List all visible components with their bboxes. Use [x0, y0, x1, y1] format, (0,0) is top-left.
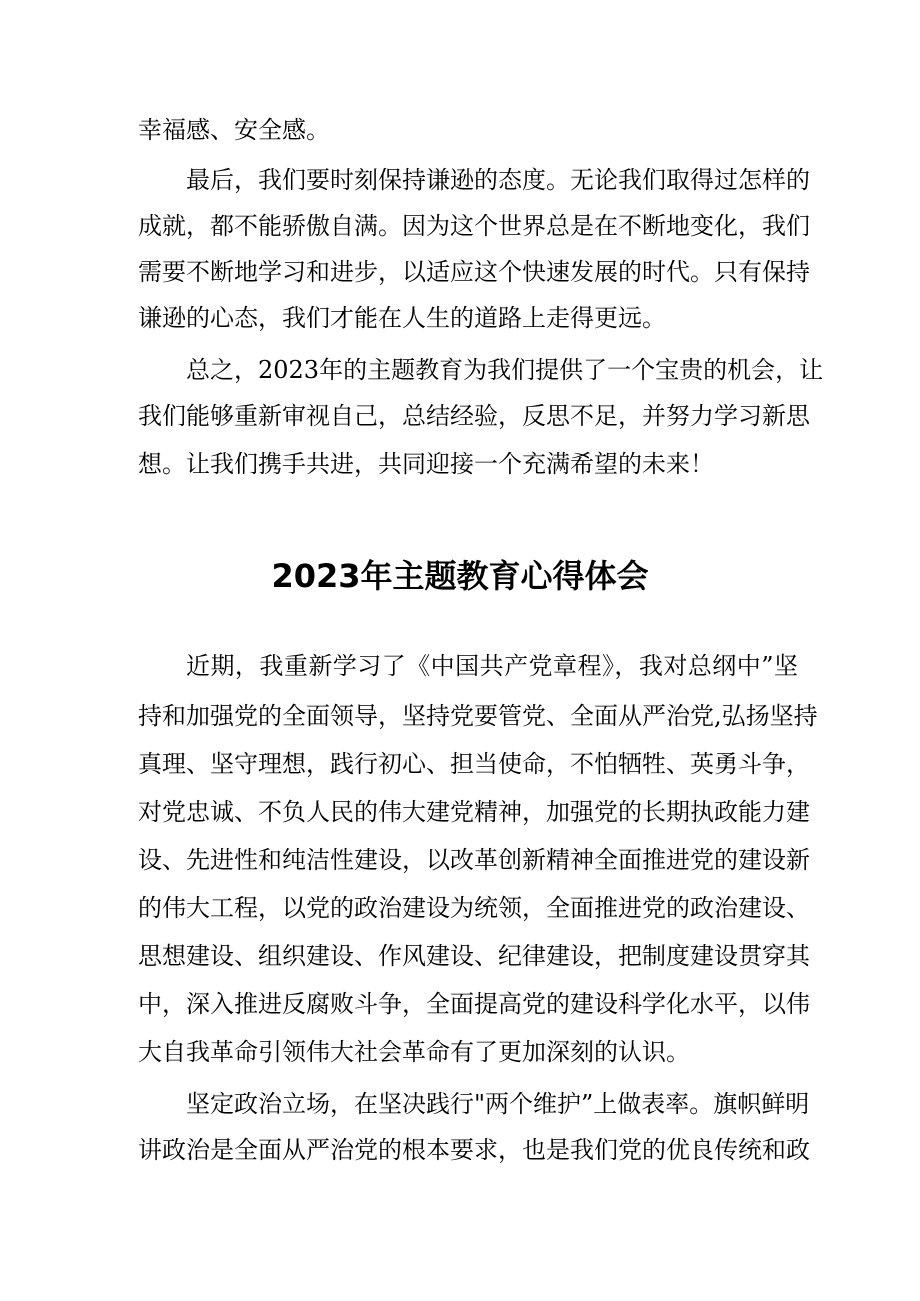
paragraph-line: 设、先进性和纯洁性建设，以改革创新精神全面推进党的建设新 — [138, 846, 810, 874]
page-title: 2023年主题教育心得体会 — [271, 557, 649, 595]
paragraph-line: 中，深入推进反腐败斗争，全面提高党的建设科学化水平，以伟 — [138, 990, 810, 1018]
paragraph-line: 真理、坚守理想，践行初心、担当使命，不怕牺牲、英勇斗争， — [138, 750, 810, 778]
paragraph-line: 对党忠诚、不负人民的伟大建党精神，加强党的长期执政能力建 — [138, 798, 810, 826]
paragraph-line: 我们能够重新审视自己，总结经验，反思不足，并努力学习新思 — [138, 402, 810, 430]
paragraph-line: 的伟大工程，以党的政治建设为统领，全面推进党的政治建设、 — [138, 894, 810, 922]
paragraph-line: 持和加强党的全面领导，坚持党要管党、全面从严治党,弘扬坚持 — [138, 702, 818, 730]
paragraph-line: 思想建设、组织建设、作风建设、纪律建设，把制度建设贯穿其 — [138, 942, 810, 970]
paragraph-line: 大自我革命引领伟大社会革命有了更加深刻的认识。 — [138, 1038, 690, 1066]
paragraph-line: 讲政治是全面从严治党的根本要求，也是我们党的优良传统和政 — [138, 1136, 810, 1164]
paragraph-line: 谦逊的心态，我们才能在人生的道路上走得更远。 — [138, 304, 666, 332]
paragraph-line: 想。让我们携手共进，共同迎接一个充满希望的未来！ — [138, 450, 714, 478]
paragraph-line: 总之，2023年的主题教育为我们提供了一个宝贵的机会，让 — [186, 356, 824, 384]
paragraph-line: 坚定政治立场，在坚决践行"两个维护”上做表率。旗帜鲜明 — [186, 1090, 810, 1118]
paragraph-line: 幸福感、安全感。 — [138, 116, 330, 144]
paragraph-line: 需要不断地学习和进步，以适应这个快速发展的时代。只有保持 — [138, 258, 810, 286]
paragraph-line: 近期，我重新学习了《中国共产党章程》，我对总纲中”坚 — [186, 652, 798, 680]
paragraph-line: 最后，我们要时刻保持谦逊的态度。无论我们取得过怎样的 — [186, 166, 810, 194]
paragraph-line: 成就，都不能骄傲自满。因为这个世界总是在不断地变化，我们 — [138, 212, 810, 240]
